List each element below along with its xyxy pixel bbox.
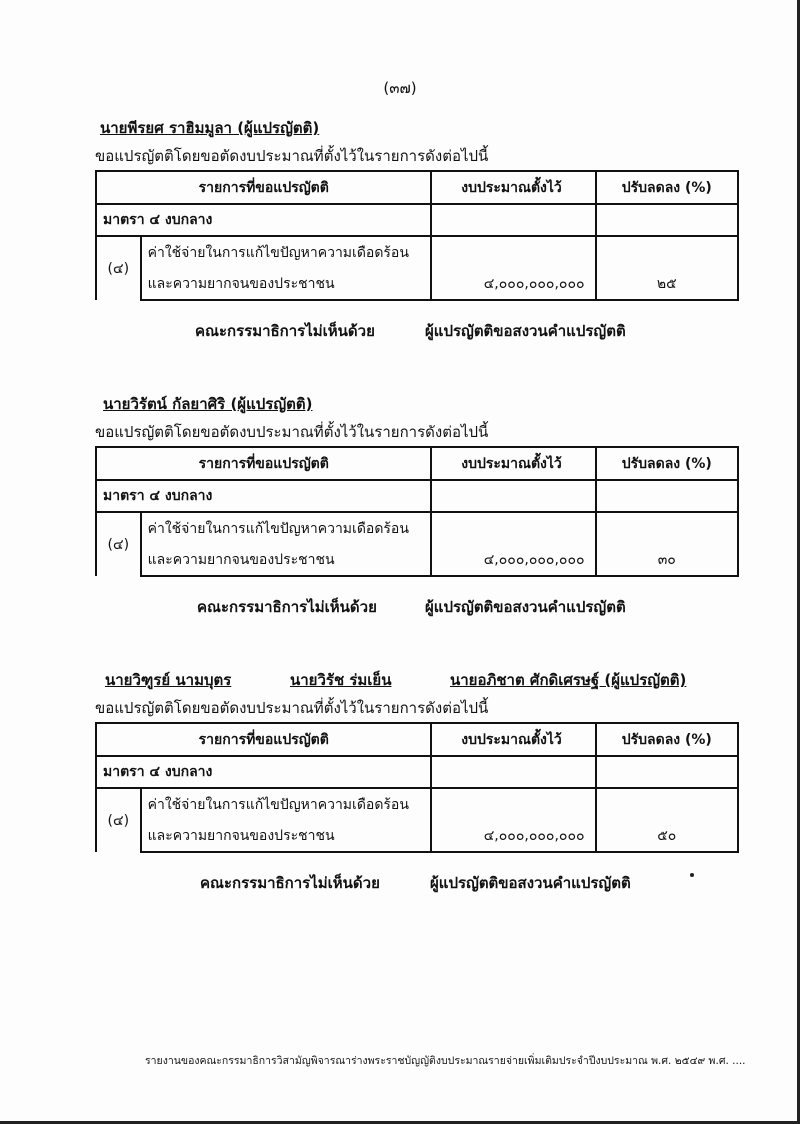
table-row xyxy=(96,204,738,236)
item-cut: ๕๐ xyxy=(596,821,738,852)
proposer-name: นายวิฑูรย์ นามบุตร xyxy=(105,671,232,689)
committee-decision: คณะกรรมาธิการไม่เห็นด้วย xyxy=(197,598,377,616)
item-budget: ๔,๐๐๐,๐๐๐,๐๐๐ xyxy=(431,821,595,852)
header-budget: งบประมาณตั้งไว้ xyxy=(431,447,595,480)
header-item: รายการที่ขอแปรญัตติ xyxy=(96,723,431,756)
table-row xyxy=(96,236,738,269)
proposer-name: นายวิรัตน์ กัลยาศิริ (ผู้แปรญัตติ) xyxy=(103,395,313,413)
proposer-name: นายพีรยศ ราฮิมมูลา (ผู้แปรญัตติ) xyxy=(100,119,320,137)
section-label: มาตรา ๔ งบกลาง xyxy=(96,480,431,512)
amendment-section-3 xyxy=(95,668,745,895)
amendment-section-1 xyxy=(95,116,745,343)
amendment-table xyxy=(95,722,739,853)
header-item: รายการที่ขอแปรญัตติ xyxy=(96,171,431,204)
proposer-names xyxy=(95,116,745,138)
header-cut: ปรับลดลง (%) xyxy=(596,723,738,756)
amendment-table xyxy=(95,170,739,301)
speck-mark xyxy=(690,873,694,877)
item-cut: ๒๕ xyxy=(596,269,738,300)
table-row xyxy=(96,269,738,300)
header-item: รายการที่ขอแปรญัตติ xyxy=(96,447,431,480)
committee-result xyxy=(95,319,745,343)
item-desc-line1: ค่าใช้จ่ายในการแก้ไขปัญหาความเดือดร้อน xyxy=(141,512,432,545)
section-label: มาตรา ๔ งบกลาง xyxy=(96,204,431,236)
proposer-names xyxy=(95,668,745,690)
table-header-row xyxy=(96,723,738,756)
item-desc-line2: และความยากจนของประชาชน xyxy=(141,545,432,576)
proposer-names xyxy=(95,392,745,414)
amendment-intro: ขอแปรญัตติโดยขอตัดงบประมาณที่ตั้งไว้ในรายการดังต่อไปนี้ xyxy=(95,147,489,165)
amendment-section-2 xyxy=(95,392,745,619)
proposer-reservation: ผู้แปรญัตติขอสงวนคำแปรญัตติ xyxy=(425,322,626,340)
item-cut: ๓๐ xyxy=(596,545,738,576)
proposer-reservation: ผู้แปรญัตติขอสงวนคำแปรญัตติ xyxy=(430,874,631,892)
table-row xyxy=(96,756,738,788)
table-row xyxy=(96,512,738,545)
table-header-row xyxy=(96,171,738,204)
amendment-intro: ขอแปรญัตติโดยขอตัดงบประมาณที่ตั้งไว้ในรายการดังต่อไปนี้ xyxy=(95,423,489,441)
item-number: (๔) xyxy=(96,236,141,300)
table-row xyxy=(96,545,738,576)
header-cut: ปรับลดลง (%) xyxy=(596,171,738,204)
proposer-name: นายอภิชาต ศักดิเศรษฐ์ (ผู้แปรญัตติ) xyxy=(450,671,687,689)
committee-decision: คณะกรรมาธิการไม่เห็นด้วย xyxy=(195,322,375,340)
item-desc-line2: และความยากจนของประชาชน xyxy=(141,821,432,852)
section-label: มาตรา ๔ งบกลาง xyxy=(96,756,431,788)
table-row xyxy=(96,480,738,512)
header-budget: งบประมาณตั้งไว้ xyxy=(431,171,595,204)
header-cut: ปรับลดลง (%) xyxy=(596,447,738,480)
amendment-intro: ขอแปรญัตติโดยขอตัดงบประมาณที่ตั้งไว้ในรายการดังต่อไปนี้ xyxy=(95,699,489,717)
committee-decision: คณะกรรมาธิการไม่เห็นด้วย xyxy=(200,874,380,892)
amendment-table xyxy=(95,446,739,577)
header-budget: งบประมาณตั้งไว้ xyxy=(431,723,595,756)
proposer-name: นายวิรัช ร่มเย็น xyxy=(290,671,392,689)
item-desc-line1: ค่าใช้จ่ายในการแก้ไขปัญหาความเดือดร้อน xyxy=(141,236,432,269)
item-budget: ๔,๐๐๐,๐๐๐,๐๐๐ xyxy=(431,269,595,300)
page-number: (๓๗) xyxy=(383,79,417,97)
table-row xyxy=(96,821,738,852)
item-number: (๔) xyxy=(96,788,141,852)
item-budget: ๔,๐๐๐,๐๐๐,๐๐๐ xyxy=(431,545,595,576)
table-row xyxy=(96,788,738,821)
proposer-reservation: ผู้แปรญัตติขอสงวนคำแปรญัตติ xyxy=(425,598,626,616)
item-desc-line1: ค่าใช้จ่ายในการแก้ไขปัญหาความเดือดร้อน xyxy=(141,788,432,821)
item-desc-line2: และความยากจนของประชาชน xyxy=(141,269,432,300)
table-header-row xyxy=(96,447,738,480)
committee-result xyxy=(95,871,745,895)
committee-result xyxy=(95,595,745,619)
item-number: (๔) xyxy=(96,512,141,576)
page-footer: รายงานของคณะกรรมาธิการวิสามัญพิจารณาร่างพระราชบัญญัติงบประมาณรายจ่ายเพิ่มเติมประจำปีงบประมาณ พ.ศ. ๒๕๔๙ พ.ศ. .... xyxy=(145,1055,746,1067)
